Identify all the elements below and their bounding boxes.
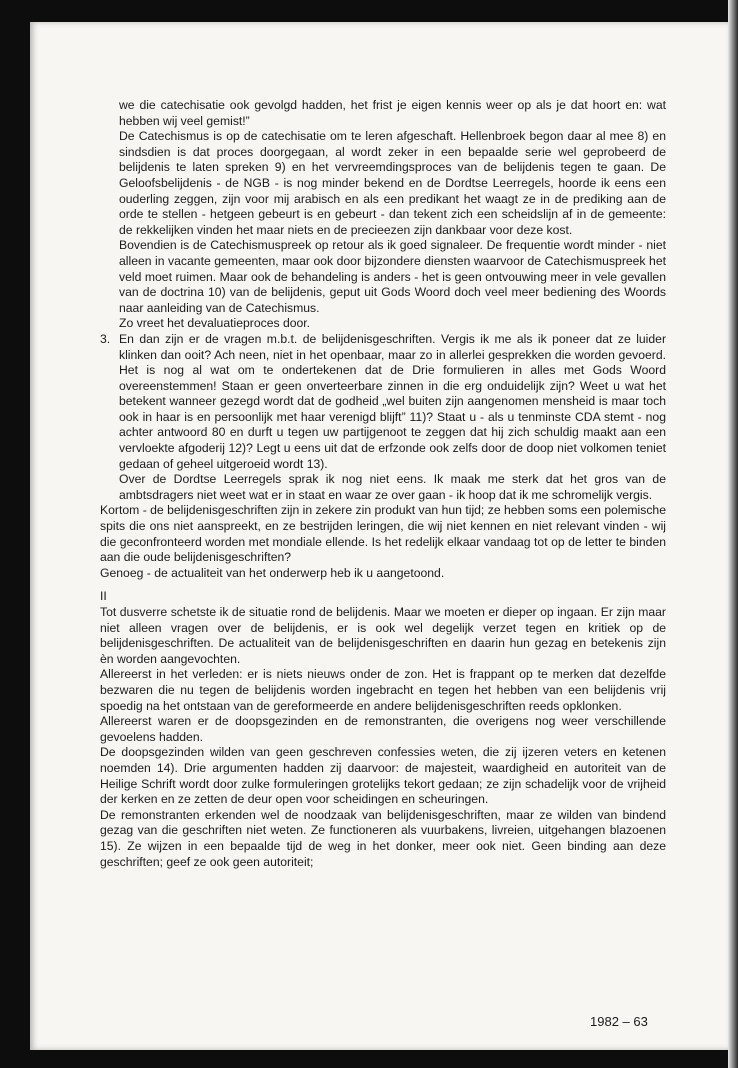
- scan-border-top: [0, 0, 738, 22]
- scan-border-left: [0, 0, 30, 1068]
- paragraph: we die catechisatie ook gevolgd hadden, het frist je eigen kennis weer op als je dat hoort en: wat hebben wij veel gemist!”: [119, 98, 666, 128]
- item-number: 3.: [100, 331, 111, 346]
- section-heading: II: [100, 589, 107, 604]
- paragraph: Allereerst waren er de doopsgezinden en de remonstranten, die overigens nog weer verschillende gevoelens hadden.: [100, 714, 666, 744]
- page-number: 1982 – 63: [590, 1014, 648, 1029]
- paragraph: Over de Dordtse Leerregels sprak ik nog niet eens. Ik maak me sterk dat het gros van de ambtsdragers niet weet wat er in staat en waar ze over gaan - ik hoop dat ik me schromelijk vergis.: [119, 472, 666, 502]
- paragraph: Genoeg - de actualiteit van het onderwerp heb ik u aangetoond.: [100, 565, 445, 580]
- body-text: [100, 98, 666, 870]
- paragraph: De remonstranten erkenden wel de noodzaak van belijdenisgeschriften, maar ze wilden van bindend gezag van die geschriften niet weten. Ze functioneren als vuurbakens, livreien, uitgehangen blazoenen 15). Ze wijzen in een bepaalde tijd de weg in het donker, meer ook niet. Geen binding aan deze geschriften; geef ze ook geen autoriteit;: [100, 807, 666, 869]
- numbered-item-3: [100, 332, 666, 504]
- paragraph: De doopsgezinden wilden van geen geschreven confessies weten, die zij ijzeren veters en ketenen noemden 14). Drie argumenten hadden zij daarvoor: de majesteit, waardigheid en autoriteit van de Heilige Schrift wordt door zulke formuleringen grotelijks tekort gedaan; ze zijn schadelijk voor de vrijheid der kerken en ze zetten de deur open voor scheidingen en scheuringen.: [100, 745, 666, 807]
- scan-border-right: [728, 0, 738, 1068]
- section-gap: [100, 581, 666, 589]
- document-page: [30, 22, 728, 1050]
- paragraph: En dan zijn er de vragen m.b.t. de belijdenisgeschriften. Vergis ik me als ik poneer dat ze luider klinken dan ooit? Ach neen, niet in het openbaar, maar zo in allerlei gesprekken die worden gevoerd. Het is nog al wat om te ondertekenen dat de Drie formulieren in alles met Gods Woord overeenstemmen! Staan er geen onverteerbare zinnen in die erg onduidelijk zijn? Weet u wat het betekent wanneer gezegd wordt dat de godheid „wel buiten zijn aangenomen mensheid is maar toch ook in haar is en persoonlijk met haar verenigd blijft” 11)? Staat u - als u tenminste CDA stemt - nog achter antwoord 80 en durft u tegen uw partijgenoot te zeggen dat hij zich schuldig maakt aan een vervloekte afgoderij 12)? Legt u eens uit dat de erfzonde ook zelfs door de doop niet volkomen teniet gedaan of geheel uitgeroeid wordt 13).: [119, 331, 666, 471]
- paragraph: Bovendien is de Catechismuspreek op retour als ik goed signaleer. De frequentie wordt minder - niet alleen in vacante gemeenten, maar ook door bijzondere diensten waarvoor de Catechismuspreek het veld moet ruimen. Maar ook de behandeling is anders - het is geen ontvouwing meer in vele gevallen van de doctrina 10) van de belijdenis, geput uit Gods Woord doch veel meer bediening des Woords naar aanleiding van de Catechismus.: [119, 238, 666, 315]
- paragraph: De Catechismus is op de catechisatie om te leren afgeschaft. Hellenbroek begon daar al mee 8) en sindsdien is dat proces doorgegaan, al wordt zeker in een bepaalde serie wel geprobeerd de belijdenis te laten spreken 9) en het vervreemdingsproces van de belijdenis tegen te gaan. De Geloofsbelijdenis - de NGB - is nog minder bekend en de Dordtse Leerregels, hoorde ik eens een ouderling zeggen, zijn voor mij arabisch en als een predikant het waagt ze in de prediking aan de orde te stellen - hetgeen gebeurt is en gebeurt - dan tekent zich een scheidslijn af in de gemeente: de rekkelijken vinden het maar niets en de precieezen zijn dankbaar voor deze kost.: [119, 129, 666, 237]
- paragraph: Tot dusverre schetste ik de situatie rond de belijdenis. Maar we moeten er dieper op ingaan. Er zijn maar niet alleen vragen over de belijdenis, er is ook wel degelijk verzet tegen en kritiek op de belijdenisgeschriften. De actualiteit van de belijdenisgeschriften en daarin hun gezag en betekenis zijn èn worden aangevochten.: [100, 605, 666, 666]
- paragraph: Zo vreet het devaluatieproces door.: [119, 316, 311, 331]
- paragraph: Kortom - de belijdenisgeschriften zijn in zekere zin produkt van hun tijd; ze hebben soms een polemische spits die ons niet aanspreekt, en ze bestrijden leringen, die wij niet kennen en niet relevant vinden - wij die geconfronteerd worden met mondiale ellende. Is het redelijk elkaar vandaag tot op de letter te binden aan die oude belijdenisgeschriften?: [100, 503, 666, 565]
- scan-border-bottom: [0, 1050, 738, 1068]
- paragraph: Allereerst in het verleden: er is niets nieuws onder de zon. Het is frappant op te merken dat dezelfde bezwaren die nu tegen de belijdenis worden ingebracht en tegen het hebben van een belijdenis vrij spoedig na het ontstaan van de gereformeerde en andere belijdenisgeschriften reeds opklonken.: [100, 667, 666, 713]
